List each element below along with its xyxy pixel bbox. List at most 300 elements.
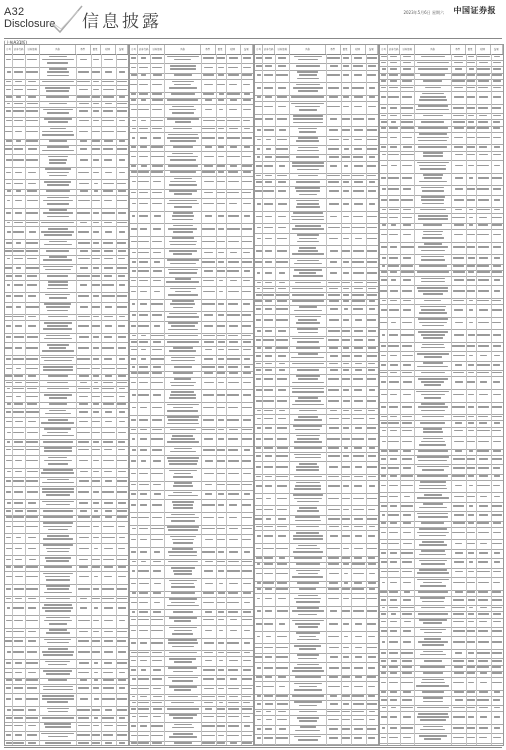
cell-text-placeholder [117, 510, 127, 512]
cell-text-placeholder [154, 325, 161, 327]
cell-text-placeholder [104, 258, 113, 260]
cell-text-placeholder [119, 231, 126, 233]
cell-text-placeholder [28, 421, 36, 423]
cell-text-placeholder [354, 57, 362, 59]
cell-text-placeholder [26, 242, 38, 244]
cell-text-placeholder [419, 507, 447, 509]
cell-text-placeholder [104, 471, 112, 473]
cell-text-placeholder [298, 175, 317, 177]
cell-text-placeholder [369, 308, 375, 310]
cell-text-placeholder [228, 335, 238, 337]
cell-text-placeholder [132, 137, 135, 139]
cell-text-placeholder [7, 222, 10, 224]
cell-text-placeholder [170, 382, 197, 384]
cell-text-placeholder [228, 669, 238, 671]
cell-text-placeholder [170, 171, 196, 173]
cell-text-placeholder [494, 146, 500, 148]
cell-text-placeholder [390, 561, 396, 563]
cell-text-placeholder [296, 482, 321, 484]
cell-text-placeholder [352, 695, 364, 697]
cell-text-placeholder [27, 734, 37, 736]
cell-text-placeholder [141, 561, 147, 563]
cell-text-placeholder [367, 728, 376, 730]
cell-text-placeholder [172, 153, 193, 155]
cell-text-placeholder [28, 631, 36, 633]
cell-text-placeholder [203, 716, 214, 718]
cell-text-placeholder [257, 598, 261, 600]
cell-text-placeholder [151, 120, 162, 122]
cell-text-placeholder [354, 548, 363, 550]
cell-text-placeholder [421, 309, 445, 311]
cell-text-placeholder [14, 375, 22, 377]
cell-text-placeholder [329, 288, 338, 290]
column-header: 时间 [226, 45, 241, 54]
cell-text-placeholder [391, 224, 397, 226]
cell-text-placeholder [46, 598, 69, 600]
cell-text-placeholder [151, 303, 163, 305]
cell-text-placeholder [255, 118, 262, 120]
cell-text-placeholder [368, 656, 376, 658]
cell-text-placeholder [26, 662, 38, 664]
cell-text-placeholder [102, 81, 114, 83]
cell-text-placeholder [6, 306, 12, 308]
cell-text-placeholder [389, 666, 399, 668]
cell-text-placeholder [266, 498, 272, 500]
cell-text-placeholder [14, 103, 24, 105]
cell-text-placeholder [139, 419, 149, 421]
cell-text-placeholder [418, 146, 447, 148]
cell-text-placeholder [367, 148, 376, 150]
cell-text-placeholder [93, 471, 99, 473]
cell-text-placeholder [256, 175, 261, 177]
cell-text-placeholder [173, 507, 194, 509]
cell-text-placeholder [265, 676, 271, 678]
cell-text-placeholder [168, 460, 199, 462]
cell-text-placeholder [467, 630, 475, 632]
cell-text-placeholder [169, 470, 196, 472]
cell-text-placeholder [418, 613, 448, 615]
cell-text-placeholder [14, 502, 22, 504]
cell-text-placeholder [353, 703, 364, 705]
cell-text-placeholder [119, 172, 125, 174]
cell-text-placeholder [93, 89, 98, 91]
cell-text-placeholder [277, 636, 286, 638]
cell-text-placeholder [48, 679, 67, 681]
cell-text-placeholder [423, 503, 444, 505]
cell-text-placeholder [257, 695, 261, 697]
cell-text-placeholder [47, 62, 68, 64]
cell-text-placeholder [257, 330, 261, 332]
cell-text-placeholder [467, 234, 475, 236]
cell-text-placeholder [218, 382, 225, 384]
cell-text-placeholder [256, 339, 261, 341]
cell-text-placeholder [354, 728, 363, 730]
cell-text-placeholder [218, 504, 224, 506]
cell-text-placeholder [47, 344, 68, 346]
cell-text-placeholder [151, 146, 163, 148]
cell-text-placeholder [343, 288, 349, 290]
cell-text-placeholder [478, 107, 488, 109]
cell-text-placeholder [93, 110, 99, 112]
cell-text-placeholder [417, 513, 448, 515]
cell-text-placeholder [468, 394, 474, 396]
cell-text-placeholder [93, 537, 98, 539]
cell-text-placeholder [93, 336, 99, 338]
cell-text-placeholder [255, 518, 261, 520]
cell-text-placeholder [277, 703, 288, 705]
cell-text-placeholder [477, 450, 489, 452]
cell-text-placeholder [492, 300, 501, 302]
cell-text-placeholder [295, 520, 322, 522]
cell-text-placeholder [102, 388, 114, 390]
cell-text-placeholder [352, 175, 364, 177]
cell-text-placeholder [453, 372, 464, 374]
cell-text-placeholder [368, 65, 376, 67]
cell-text-placeholder [43, 522, 73, 524]
cell-text-placeholder [299, 686, 317, 688]
cell-text-placeholder [423, 701, 444, 703]
cell-text-placeholder [77, 709, 90, 711]
column-header: 名称 [415, 45, 451, 54]
cell-text-placeholder [479, 394, 488, 396]
cell-text-placeholder [453, 467, 465, 469]
cell-text-placeholder [342, 339, 351, 341]
cell-text-placeholder [469, 224, 474, 226]
cell-text-placeholder [342, 466, 349, 468]
cell-text-placeholder [152, 67, 162, 69]
cell-text-placeholder [477, 430, 490, 432]
cell-text-placeholder [174, 448, 192, 450]
cell-text-placeholder [352, 300, 365, 302]
cell-text-placeholder [152, 99, 163, 101]
cell-text-placeholder [228, 716, 239, 718]
cell-text-placeholder [295, 485, 321, 487]
cell-text-placeholder [402, 290, 411, 292]
cell-text-placeholder [366, 466, 377, 468]
cell-text-placeholder [42, 607, 73, 609]
cell-text-placeholder [244, 146, 250, 148]
cell-text-placeholder [454, 199, 464, 201]
cell-text-placeholder [344, 636, 349, 638]
cell-text-placeholder [6, 336, 11, 338]
cell-text-placeholder [296, 548, 319, 550]
cell-text-placeholder [229, 539, 237, 541]
cell-text-placeholder [169, 627, 196, 629]
cell-text-placeholder [278, 518, 285, 520]
cell-text-placeholder [327, 106, 340, 108]
cell-text-placeholder [93, 172, 100, 174]
cell-text-placeholder [229, 325, 238, 327]
cell-text-placeholder [173, 504, 192, 506]
cell-text-placeholder [131, 171, 137, 173]
cell-text-placeholder [491, 224, 502, 226]
cell-text-placeholder [257, 74, 261, 76]
cell-text-placeholder [468, 716, 473, 718]
cell-text-placeholder [354, 74, 362, 76]
cell-text-placeholder [217, 165, 225, 167]
cell-text-placeholder [480, 381, 487, 383]
cell-text-placeholder [265, 728, 271, 730]
cell-text-placeholder [174, 661, 192, 663]
cell-text-placeholder [277, 96, 287, 98]
cell-text-placeholder [170, 181, 196, 183]
cell-text-placeholder [229, 583, 238, 585]
cell-text-placeholder [242, 619, 252, 621]
cell-text-placeholder [493, 582, 500, 584]
cell-text-placeholder [292, 695, 324, 697]
cell-text-placeholder [469, 450, 474, 452]
cell-text-placeholder [227, 419, 239, 421]
cell-text-placeholder [480, 672, 487, 674]
cell-text-placeholder [354, 447, 362, 449]
cell-text-placeholder [422, 203, 444, 205]
cell-text-placeholder [297, 607, 319, 609]
cell-text-placeholder [14, 403, 23, 405]
cell-text-placeholder [167, 410, 198, 412]
cell-text-placeholder [300, 726, 317, 728]
cell-text-placeholder [28, 183, 36, 185]
cell-text-placeholder [169, 658, 196, 660]
cell-text-placeholder [493, 364, 500, 366]
cell-text-placeholder [382, 707, 386, 709]
cell-text-placeholder [218, 570, 224, 572]
cell-text-placeholder [131, 358, 136, 360]
cell-text-placeholder [478, 561, 488, 563]
cell-text-placeholder [132, 270, 136, 272]
cell-text-placeholder [329, 427, 339, 429]
cell-text-placeholder [202, 735, 215, 737]
cell-text-placeholder [105, 742, 112, 744]
cell-text-placeholder [403, 630, 411, 632]
cell-text-placeholder [6, 734, 10, 736]
cell-text-placeholder [153, 280, 161, 282]
cell-text-placeholder [424, 356, 442, 358]
cell-text-placeholder [328, 378, 339, 380]
cell-text-placeholder [141, 335, 147, 337]
cell-text-placeholder [171, 602, 195, 604]
cell-text-placeholder [102, 131, 114, 133]
cell-text-placeholder [80, 250, 88, 252]
table-rows [130, 54, 253, 745]
cell-text-placeholder [381, 552, 386, 554]
cell-text-placeholder [131, 99, 136, 101]
cell-text-placeholder [229, 84, 237, 86]
cell-text-placeholder [46, 579, 70, 581]
cell-text-placeholder [152, 109, 162, 111]
cell-text-placeholder [295, 457, 322, 459]
cell-text-placeholder [103, 183, 114, 185]
cell-text-placeholder [228, 303, 238, 305]
cell-text-placeholder [380, 217, 386, 219]
cell-text-placeholder [453, 522, 465, 524]
cell-text-placeholder [6, 537, 11, 539]
cell-text-placeholder [467, 80, 476, 82]
cell-text-placeholder [390, 107, 398, 109]
cell-text-placeholder [296, 563, 320, 565]
cell-text-placeholder [241, 742, 252, 744]
cell-text-placeholder [44, 620, 73, 622]
cell-text-placeholder [402, 613, 411, 615]
cell-text-placeholder [168, 329, 197, 331]
cell-text-placeholder [14, 258, 23, 260]
cell-text-placeholder [6, 742, 12, 744]
cell-text-placeholder [218, 493, 224, 495]
cell-text-placeholder [265, 476, 272, 478]
cell-text-placeholder [417, 466, 449, 468]
cell-text-placeholder [104, 267, 113, 269]
cell-text-placeholder [41, 472, 74, 474]
cell-text-placeholder [276, 588, 287, 590]
cell-text-placeholder [493, 613, 500, 615]
cell-text-placeholder [47, 325, 68, 327]
cell-text-placeholder [423, 224, 442, 226]
cell-text-placeholder [342, 476, 349, 478]
cell-text-placeholder [138, 735, 148, 737]
cell-text-placeholder [16, 242, 22, 244]
cell-text-placeholder [278, 711, 285, 713]
cell-text-placeholder [138, 708, 149, 710]
cell-text-placeholder [265, 308, 272, 310]
cell-text-placeholder [44, 360, 72, 362]
cell-text-placeholder [15, 347, 22, 349]
cell-text-placeholder [381, 80, 385, 82]
cell-text-placeholder [168, 322, 198, 324]
cell-text-placeholder [44, 723, 71, 725]
cell-text-placeholder [494, 165, 500, 167]
cell-text-placeholder [265, 57, 272, 59]
cell-text-placeholder [353, 509, 364, 511]
cell-text-placeholder [276, 455, 287, 457]
cell-text-placeholder [276, 308, 288, 310]
cell-text-placeholder [477, 56, 490, 58]
cell-text-placeholder [264, 526, 273, 528]
cell-text-placeholder [172, 646, 193, 648]
cell-text-placeholder [354, 181, 363, 183]
cell-text-placeholder [6, 59, 11, 61]
cell-text-placeholder [175, 278, 192, 280]
cell-text-placeholder [244, 642, 250, 644]
cell-text-placeholder [104, 566, 113, 568]
cell-text-placeholder [278, 65, 286, 67]
cell-text-placeholder [279, 282, 286, 284]
cell-text-placeholder [297, 639, 318, 641]
cell-text-placeholder [478, 467, 490, 469]
cell-text-placeholder [92, 396, 101, 398]
cell-text-placeholder [153, 708, 162, 710]
cell-text-placeholder [423, 234, 442, 236]
cell-text-placeholder [171, 586, 194, 588]
cell-text-placeholder [390, 691, 397, 693]
cell-text-placeholder [453, 300, 464, 302]
cell-text-placeholder [44, 244, 72, 246]
cell-text-placeholder [299, 109, 316, 111]
cell-text-placeholder [243, 372, 251, 374]
cell-text-placeholder [204, 702, 213, 704]
cell-text-placeholder [469, 177, 474, 179]
cell-text-placeholder [422, 93, 444, 95]
cell-text-placeholder [242, 429, 252, 431]
cell-text-placeholder [454, 672, 464, 674]
cell-text-placeholder [390, 716, 397, 718]
cell-text-placeholder [298, 595, 318, 597]
cell-text-placeholder [42, 350, 74, 352]
cell-text-placeholder [294, 419, 321, 421]
cell-text-placeholder [342, 227, 351, 229]
cell-text-placeholder [174, 620, 191, 622]
cell-text-placeholder [381, 271, 387, 273]
cell-text-placeholder [92, 449, 100, 451]
cell-text-placeholder [391, 613, 397, 615]
cell-text-placeholder [388, 188, 398, 190]
cell-text-placeholder [453, 707, 465, 709]
cell-text-placeholder [243, 120, 250, 122]
cell-text-placeholder [368, 686, 375, 688]
cell-text-placeholder [203, 74, 214, 76]
cell-text-placeholder [243, 57, 252, 59]
cell-text-placeholder [168, 696, 199, 698]
cell-text-placeholder [369, 573, 375, 575]
cell-text-placeholder [168, 335, 199, 337]
cell-text-placeholder [467, 146, 476, 148]
cell-text-placeholder [342, 250, 350, 252]
cell-text-placeholder [369, 181, 375, 183]
cell-text-placeholder [139, 611, 147, 613]
cell-text-placeholder [454, 56, 463, 58]
cell-text-placeholder [139, 203, 148, 205]
cell-text-placeholder [327, 57, 340, 59]
cell-text-placeholder [330, 695, 337, 697]
cell-text-placeholder [343, 647, 349, 649]
cell-text-placeholder [278, 216, 286, 218]
cell-text-placeholder [263, 548, 273, 550]
cell-text-placeholder [6, 242, 12, 244]
cell-text-placeholder [229, 57, 238, 59]
cell-text-placeholder [468, 599, 475, 601]
cell-text-placeholder [368, 339, 375, 341]
cell-text-placeholder [328, 588, 339, 590]
cell-text-placeholder [13, 742, 24, 744]
cell-text-placeholder [265, 703, 273, 705]
cell-text-placeholder [92, 140, 99, 142]
cell-text-placeholder [368, 410, 375, 412]
cell-text-placeholder [265, 588, 272, 590]
cell-text-placeholder [228, 261, 239, 263]
cell-text-placeholder [229, 109, 237, 111]
cell-text-placeholder [132, 696, 135, 698]
cell-text-placeholder [265, 96, 271, 98]
cell-text-placeholder [343, 319, 349, 321]
cell-text-placeholder [402, 416, 413, 418]
cell-text-placeholder [467, 107, 474, 109]
cell-text-placeholder [493, 571, 500, 573]
column-header: 证券代码 [138, 45, 151, 54]
cell-text-placeholder [169, 397, 196, 399]
cell-text-placeholder [403, 279, 410, 281]
cell-text-placeholder [117, 103, 127, 105]
cell-text-placeholder [77, 81, 90, 83]
cell-text-placeholder [78, 347, 89, 349]
cell-text-placeholder [293, 535, 324, 537]
cell-text-placeholder [117, 382, 127, 384]
cell-text-placeholder [78, 449, 89, 451]
cell-text-placeholder [424, 632, 442, 634]
cell-text-placeholder [78, 316, 90, 318]
cell-text-placeholder [138, 394, 148, 396]
cell-text-placeholder [263, 686, 274, 688]
cell-text-placeholder [403, 234, 411, 236]
cell-text-placeholder [202, 725, 215, 727]
cell-text-placeholder [42, 491, 75, 493]
